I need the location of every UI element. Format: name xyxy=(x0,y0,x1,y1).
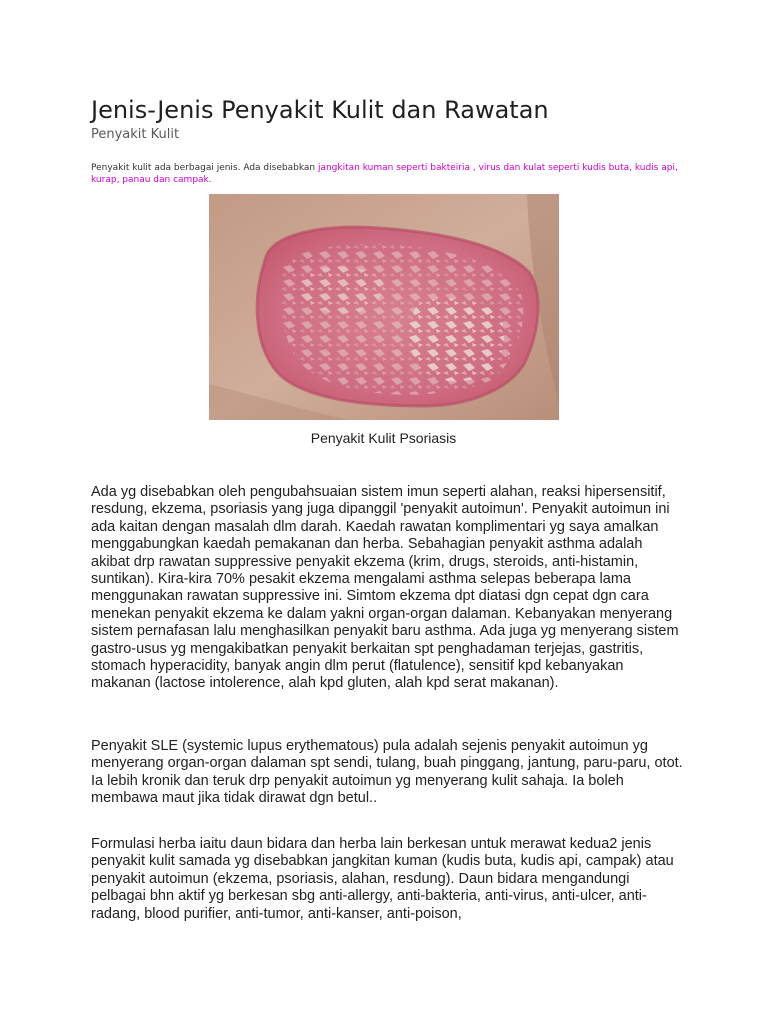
image-caption: Penyakit Kulit Psoriasis xyxy=(310,430,457,446)
body-paragraph-3: Formulasi herba iaitu daun bidara dan herba lain berkesan untuk merawat kedua2 jenis penyakit kulit samada yg disebabkan jangkitan kuman (kudis buta, kudis api, campak) atau penyakit autoimun (ekzema, psoriasis, alahan, resdung). Daun bidara mengandungi pelbagai bhn aktif yg berkesan sbg anti-allergy, anti-bakteria, anti-virus, anti-ulcer, anti-radang, blood purifier, anti-tumor, anti-kanser, anti-poison, xyxy=(91,836,674,922)
body-paragraph-1: Ada yg disebabkan oleh pengubahsuaian sistem imun seperti alahan, reaksi hipersensitif, resdung, ekzema, psoriasis yang juga dipanggil 'penyakit autoimun'. Penyakit autoimun ini ada kaitan dengan masalah dlm darah. Kaedah rawatan komplimentari yg saya amalkan menggabungkan kaedah pemakanan dan herba. Sebahagian penyakit asthma adalah akibat drp rawatan suppressive penyakit ekzema (krim, drugs, steroids, anti-histamin, suntikan). Kira-kira 70% pesakit ekzema mengalami asthma selepas beberapa lama menggunakan rawatan suppressive ini. Simtom ekzema dpt diatasi dgn cepat dgn cara menekan penyakit ekzema ke dalam yakni organ-organ dalaman. Kebanyakan menyerang sistem pernafasan lalu menghasilkan penyakit baru asthma. Ada juga yg menyerang sistem gastro-usus yg mengakibatkan penyakit berkaitan spt penghadaman terjejas, gastritis, stomach hyperacidity, banyak angin dlm perut (flatulence), sensitif kpd kebanyakan makanan (lactose intolerence, alah kpd gluten, alah kpd serat makanan). xyxy=(91,484,679,692)
intro-text: Penyakit kulit ada berbagai jenis. Ada disebabkan xyxy=(91,163,318,173)
body-paragraph-2: Penyakit SLE (systemic lupus erythematous) pula adalah sejenis penyakit autoimun yg menyerang organ-organ dalaman spt sendi, tulang, buah pinggang, jantung, paru-paru, otot. Ia lebih kronik dan teruk drp penyakit autoimun yg menyerang kulit sahaja. Ia boleh membawa maut jika tidak dirawat dgn betul.. xyxy=(91,738,683,807)
intro-paragraph xyxy=(91,162,683,186)
page-subtitle: Penyakit Kulit xyxy=(91,127,180,142)
intro-link[interactable]: jangkitan kuman seperti bakteiria , virus dan kulat seperti kudis buta, kudis api, kurap, panau dan campak. xyxy=(91,163,678,185)
document-page xyxy=(91,94,683,922)
psoriasis-photo xyxy=(209,194,559,420)
page-title: Jenis-Jenis Penyakit Kulit dan Rawatan xyxy=(91,96,549,124)
